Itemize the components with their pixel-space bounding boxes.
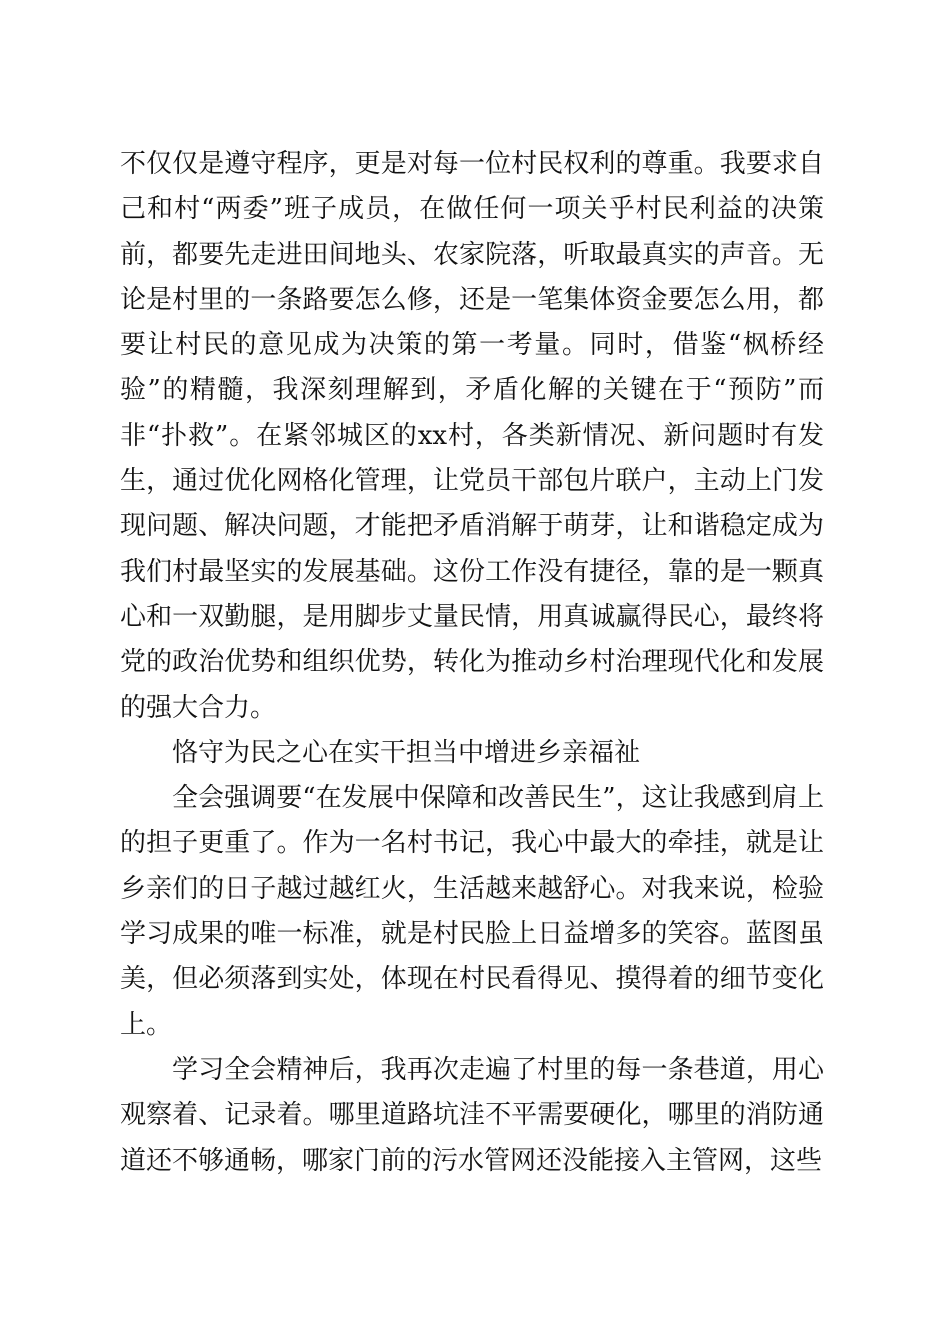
paragraph: 学习全会精神后，我再次走遍了村里的每一条巷道，用心观察着、记录着。哪里道路坑洼不平需要硬化，哪里的消防通道还不够通畅，哪家门前的污水管网还没能接入主管网，这些 [120,1054,824,1176]
paragraph-continuation: 不仅仅是遵守程序，更是对每一位村民权利的尊重。我要求自己和村“两委”班子成员，在做任何一项关乎村民利益的决策前，都要先走进田间地头、农家院落，听取最真实的声音。无论是村里的一条路要怎么修，还是一笔集体资金要怎么用，都要让村民的意见成为决策的第一考量。同时，借鉴“枫桥经验”的精髓，我深刻理解到，矛盾化解的关键在于“预防”而非“扑救”。在紧邻城区的xx村，各类新情况、新问题时有发生，通过优化网格化管理，让党员干部包片联户，主动上门发现问题、解决问题，才能把矛盾消解于萌芽，让和谐稳定成为我们村最坚实的发展基础。这份工作没有捷径，靠的是一颗真心和一双勤腿，是用脚步丈量民情，用真诚赢得民心，最终将党的政治优势和组织优势，转化为推动乡村治理现代化和发展的强大合力。 [120,149,824,723]
section-heading: 恪守为民之心在实干担当中增进乡亲福祉 [172,737,641,768]
paragraph: 全会强调要“在发展中保障和改善民生”，这让我感到肩上的担子更重了。作为一名村书记，我心中最大的牵挂，就是让乡亲们的日子越过越红火，生活越来越舒心。对我来说，检验学习成果的唯一标准，就是村民脸上日益增多的笑容。蓝图虽美，但必须落到实处，体现在村民看得见、摸得着的细节变化上。 [120,783,824,1040]
document-body [120,142,824,1184]
